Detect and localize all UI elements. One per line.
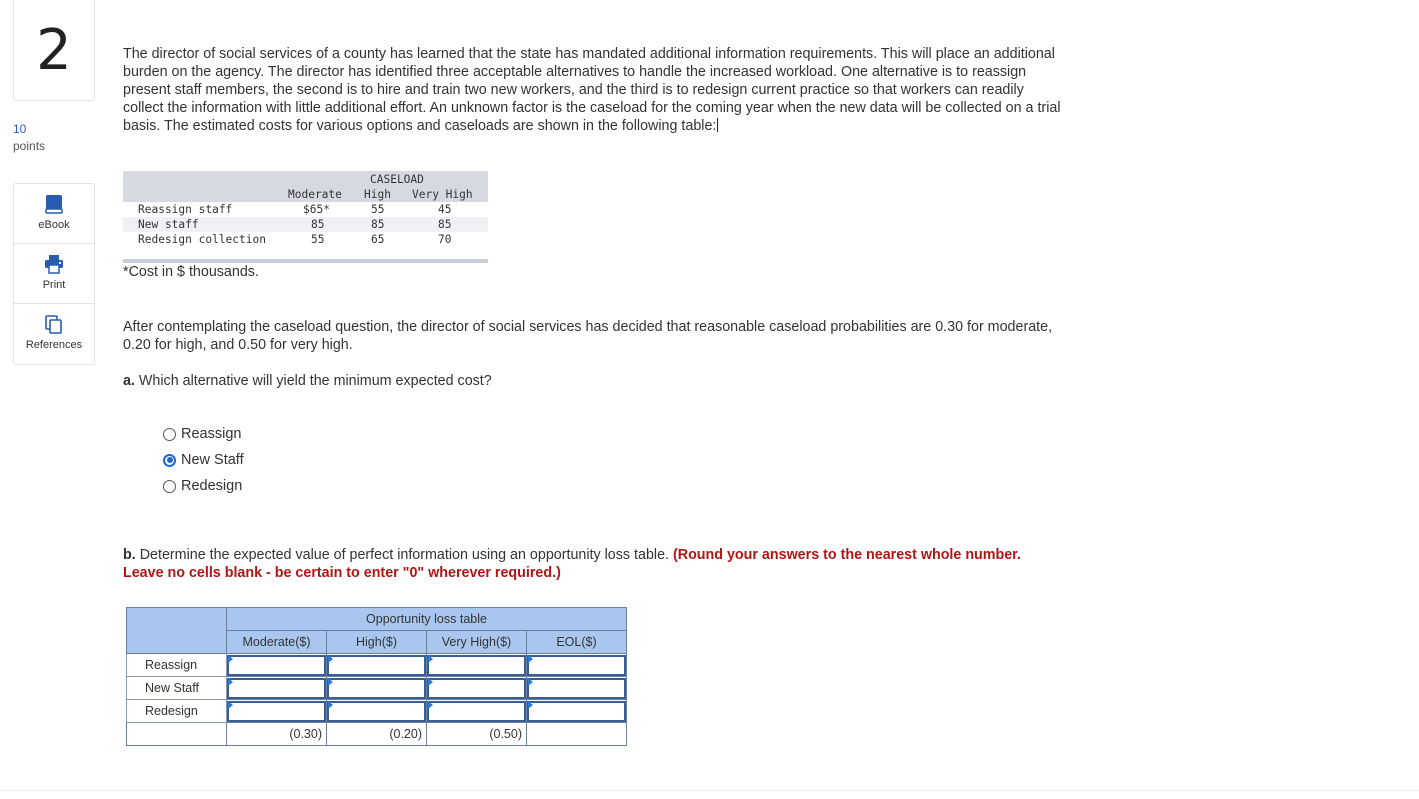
redesign-high-input[interactable] bbox=[327, 701, 426, 722]
cost-cell: $65* bbox=[303, 203, 330, 216]
part-a-label: a. bbox=[123, 373, 135, 389]
cost-cell: 45 bbox=[438, 203, 452, 216]
cost-cell: 70 bbox=[438, 233, 452, 246]
entry-marker-icon bbox=[328, 655, 333, 663]
reassign-eol-input[interactable] bbox=[527, 655, 626, 676]
cost-table-title: CASELOAD bbox=[370, 173, 424, 186]
probability-row bbox=[127, 723, 627, 746]
part-b-text: Determine the expected value of perfect information using an opportunity loss table. bbox=[139, 547, 669, 563]
points-label: points bbox=[13, 139, 46, 153]
option-label: Reassign bbox=[181, 426, 242, 442]
entry-marker-icon bbox=[228, 701, 233, 709]
cost-note: *Cost in $ thousands. bbox=[123, 264, 259, 280]
loss-table-title: Opportunity loss table bbox=[227, 608, 627, 631]
problem-intro bbox=[123, 45, 1063, 135]
redesign-eol-input[interactable] bbox=[527, 701, 626, 722]
col-moderate: Moderate($) bbox=[227, 631, 327, 654]
part-a-options bbox=[163, 421, 244, 499]
cost-cell: 55 bbox=[371, 203, 385, 216]
new-staff-very-high-input[interactable] bbox=[427, 678, 526, 699]
cost-col-very-high: Very High bbox=[412, 188, 473, 201]
references-button[interactable] bbox=[14, 304, 94, 364]
entry-marker-icon bbox=[428, 655, 433, 663]
prob-moderate: (0.30) bbox=[227, 723, 327, 746]
text-cursor bbox=[717, 118, 718, 132]
row-label-new-staff: New Staff bbox=[127, 677, 227, 700]
points-display bbox=[13, 121, 45, 155]
copy-icon bbox=[44, 314, 64, 334]
option-new-staff[interactable] bbox=[163, 447, 244, 473]
tools-panel bbox=[13, 183, 95, 365]
ebook-button[interactable] bbox=[14, 184, 94, 244]
entry-marker-icon bbox=[328, 701, 333, 709]
reassign-high-input[interactable] bbox=[327, 655, 426, 676]
question-number: 2 bbox=[36, 17, 72, 83]
table-corner bbox=[127, 608, 227, 654]
radio-button[interactable] bbox=[163, 428, 176, 441]
cost-row-label: New staff bbox=[138, 218, 199, 231]
cost-cell: 55 bbox=[311, 233, 325, 246]
new-staff-moderate-input[interactable] bbox=[227, 678, 326, 699]
cost-col-moderate: Moderate bbox=[288, 188, 342, 201]
redesign-moderate-input[interactable] bbox=[227, 701, 326, 722]
cost-cell: 85 bbox=[438, 218, 452, 231]
bottom-divider bbox=[0, 790, 1419, 791]
part-b-instruction: (Round your answers to the nearest whole number. Leave no cells blank - be certain to enter "0" wherever required.) bbox=[123, 547, 1021, 581]
option-label: Redesign bbox=[181, 478, 243, 494]
cost-row-label: Reassign staff bbox=[138, 203, 233, 216]
cost-cell: 65 bbox=[371, 233, 385, 246]
table-row bbox=[127, 700, 627, 723]
entry-marker-icon bbox=[228, 678, 233, 686]
reassign-very-high-input[interactable] bbox=[427, 655, 526, 676]
problem-intro-text: The director of social services of a county has learned that the state has mandated additional information requirements. This will place an additional burden on the agency. The director has identified three acceptable alternatives to handle the increased workload. One alternative is to reassign present staff members, the second is to hire and train two new workers, and the third is to redesign current practice so that workers can readily collect the information with little additional effort. An unknown factor is the caseload for the coming year when the new data will be collected on a trial basis. The estimated costs for various options and caseloads are shown in the following table: bbox=[123, 46, 1061, 134]
entry-marker-icon bbox=[528, 678, 533, 686]
cost-table bbox=[123, 171, 488, 263]
radio-button[interactable] bbox=[163, 480, 176, 493]
col-eol: EOL($) bbox=[527, 631, 627, 654]
option-redesign[interactable] bbox=[163, 473, 244, 499]
ebook-label: eBook bbox=[38, 219, 70, 231]
cost-row-label: Redesign collection bbox=[138, 233, 266, 246]
part-a-question bbox=[123, 372, 492, 390]
printer-icon bbox=[44, 254, 64, 274]
print-label: Print bbox=[42, 279, 66, 291]
part-b-question bbox=[123, 546, 1063, 582]
part-a-text: Which alternative will yield the minimum expected cost? bbox=[138, 373, 492, 389]
prob-high: (0.20) bbox=[327, 723, 427, 746]
table-row bbox=[127, 677, 627, 700]
redesign-very-high-input[interactable] bbox=[427, 701, 526, 722]
probabilities-text: After contemplating the caseload question, the director of social services has decided that reasonable caseload probabilities are 0.30 for moderate, 0.20 for high, and 0.50 for very high. bbox=[123, 319, 1053, 353]
prob-very-high: (0.50) bbox=[427, 723, 527, 746]
radio-button-selected[interactable] bbox=[163, 454, 176, 467]
question-number-box bbox=[13, 0, 95, 101]
entry-marker-icon bbox=[528, 701, 533, 709]
part-b-label: b. bbox=[123, 547, 136, 563]
reassign-moderate-input[interactable] bbox=[227, 655, 326, 676]
references-label: References bbox=[25, 339, 83, 351]
entry-marker-icon bbox=[228, 655, 233, 663]
col-very-high: Very High($) bbox=[427, 631, 527, 654]
cost-col-high: High bbox=[364, 188, 391, 201]
print-button[interactable] bbox=[14, 244, 94, 304]
col-high: High($) bbox=[327, 631, 427, 654]
table-row bbox=[127, 654, 627, 677]
entry-marker-icon bbox=[328, 678, 333, 686]
points-value: 10 bbox=[13, 122, 27, 136]
new-staff-high-input[interactable] bbox=[327, 678, 426, 699]
entry-marker-icon bbox=[428, 678, 433, 686]
option-reassign[interactable] bbox=[163, 421, 244, 447]
option-label: New Staff bbox=[181, 452, 244, 468]
cost-cell: 85 bbox=[311, 218, 325, 231]
book-icon bbox=[45, 194, 63, 214]
cost-cell: 85 bbox=[371, 218, 385, 231]
entry-marker-icon bbox=[428, 701, 433, 709]
row-label-reassign: Reassign bbox=[127, 654, 227, 677]
row-label-redesign: Redesign bbox=[127, 700, 227, 723]
entry-marker-icon bbox=[528, 655, 533, 663]
new-staff-eol-input[interactable] bbox=[527, 678, 626, 699]
opportunity-loss-table bbox=[126, 607, 627, 746]
